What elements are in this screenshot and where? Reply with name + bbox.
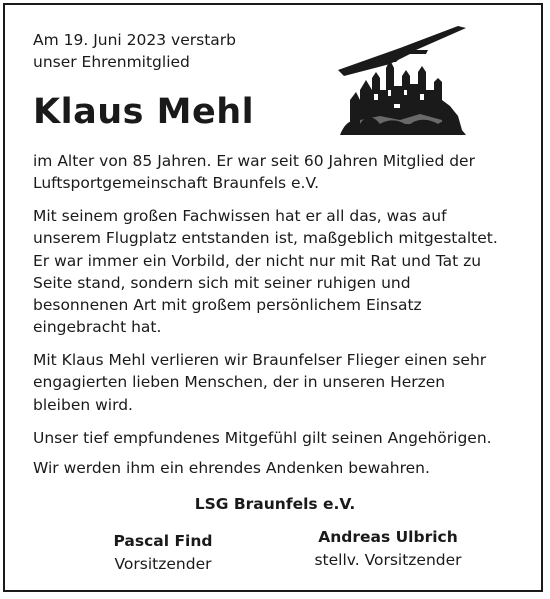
text-line: unserem Flugplatz entstanden ist, maßgeblich mitgestaltet. xyxy=(33,229,498,248)
paragraph-remembrance: Wir werden ihm ein ehrendes Andenken bewahren. xyxy=(33,459,430,477)
paragraph-age-membership xyxy=(33,150,513,195)
text-line: Mit Klaus Mehl verlieren wir Braunfelser Flieger einen sehr xyxy=(33,351,487,369)
text-line: Luftsportgemeinschaft Braunfels e.V. xyxy=(33,174,319,193)
signatory-name: Andreas Ulbrich xyxy=(318,528,458,546)
text-line: Er war immer ein Vorbild, der nicht nur mit Rat und Tat zu xyxy=(33,251,482,270)
intro-line: unser Ehrenmitglied xyxy=(33,53,190,71)
signatory-2 xyxy=(303,526,473,572)
text-line: im Alter von 85 Jahren. Er war seit 60 Jahren Mitglied der xyxy=(33,152,475,170)
paragraph-condolence: Unser tief empfundenes Mitgefühl gilt seinen Angehörigen. xyxy=(33,429,492,447)
text-line: eingebracht hat. xyxy=(33,318,162,337)
intro-text xyxy=(33,29,236,73)
paragraph-expertise xyxy=(33,205,513,339)
signatory-1 xyxy=(98,530,228,576)
deceased-name: Klaus Mehl xyxy=(33,92,255,132)
organization-name: LSG Braunfels e.V. xyxy=(194,495,356,513)
paragraph-loss xyxy=(33,349,513,416)
text-line: besonnenen Art mit großem persönlichem Einsatz xyxy=(33,296,422,315)
signatory-role: stellv. Vorsitzender xyxy=(314,551,462,569)
text-line: Mit seinem großen Fachwissen hat er all das, was auf xyxy=(33,207,447,225)
intro-line: Am 19. Juni 2023 verstarb xyxy=(33,31,236,49)
signatory-name: Pascal Find xyxy=(113,532,213,550)
signatory-role: Vorsitzender xyxy=(114,555,212,573)
text-line: bleiben wird. xyxy=(33,395,133,414)
text-line: engagierten lieben Menschen, der in unseren Herzen xyxy=(33,373,446,392)
text-line: Seite stand, sondern sich mit seiner ruhigen und xyxy=(33,273,411,292)
glider-over-castle-icon xyxy=(330,20,470,138)
